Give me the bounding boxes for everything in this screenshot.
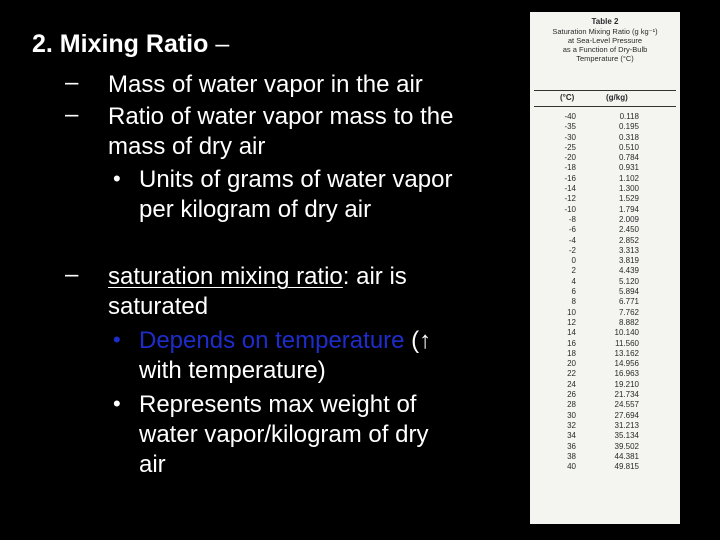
temperature-cell: 24 <box>567 379 576 389</box>
table-row <box>530 246 680 256</box>
table-row <box>530 112 680 122</box>
point-ratio-line-2: mass of dry air <box>108 133 266 160</box>
mixing-ratio-cell: 1.102 <box>618 173 639 183</box>
dash-marker: – <box>65 261 79 288</box>
table-caption-line: Temperature (°C) <box>576 54 634 63</box>
table-row <box>530 462 680 472</box>
table-row <box>530 205 680 215</box>
dash-marker: – <box>65 101 79 128</box>
table-row <box>530 287 680 297</box>
saturation-mixing-ratio-table <box>530 12 680 524</box>
table-row <box>530 236 680 246</box>
mixing-ratio-cell: 5.120 <box>618 276 639 286</box>
table-row <box>530 411 680 421</box>
table-row <box>530 359 680 369</box>
mixing-ratio-cell: 3.313 <box>618 245 639 255</box>
mixing-ratio-cell: 1.794 <box>618 204 639 214</box>
mixing-ratio-cell: 0.784 <box>618 153 639 163</box>
table-row <box>530 184 680 194</box>
temperature-cell: -40 <box>564 112 576 121</box>
table-row <box>530 390 680 400</box>
bullet-marker: • <box>113 391 121 416</box>
temperature-cell: 38 <box>567 451 576 461</box>
sub-depends-line-1 <box>139 325 431 356</box>
table-row <box>530 349 680 359</box>
mixing-ratio-cell: 49.815 <box>614 462 639 472</box>
temperature-cell: -16 <box>564 173 576 183</box>
table-row <box>530 297 680 307</box>
table-row <box>530 380 680 390</box>
mixing-ratio-cell: 2.450 <box>618 225 639 235</box>
mixing-ratio-cell: 0.118 <box>619 112 639 121</box>
mixing-ratio-cell: 10.140 <box>614 328 639 338</box>
mixing-ratio-cell: 4.439 <box>618 266 639 276</box>
temperature-cell: -25 <box>564 142 576 152</box>
table-caption-line: as a Function of Dry-Bulb <box>562 45 648 54</box>
temperature-cell: 2 <box>571 266 576 276</box>
table-row <box>530 452 680 462</box>
table-row <box>530 143 680 153</box>
table-row <box>530 153 680 163</box>
mixing-ratio-cell: 3.819 <box>618 256 639 266</box>
column-header-mixing-ratio: (g/kg) <box>606 93 628 102</box>
temperature-cell: 20 <box>567 359 576 369</box>
temperature-cell: -12 <box>564 194 576 204</box>
mixing-ratio-cell: 1.529 <box>618 194 639 204</box>
table-row <box>530 225 680 235</box>
table-caption-line: at Sea-Level Pressure <box>567 36 643 45</box>
temperature-cell: 22 <box>567 369 576 379</box>
table-row <box>530 369 680 379</box>
sub-units-line-1: Units of grams of water vapor <box>139 166 453 193</box>
point-saturation-line-2: saturated <box>108 293 209 320</box>
title-dash: – <box>215 30 230 58</box>
table-row <box>530 328 680 338</box>
mixing-ratio-cell: 44.381 <box>614 451 639 461</box>
temperature-cell: 16 <box>567 338 576 348</box>
table-row <box>530 194 680 204</box>
title-text: 2. Mixing Ratio <box>32 30 209 58</box>
table-row <box>530 421 680 431</box>
temperature-cell: -4 <box>568 235 576 245</box>
temperature-cell: 0 <box>571 256 576 266</box>
temperature-cell: 26 <box>567 390 576 400</box>
column-header-temperature: (°C) <box>560 93 575 102</box>
temperature-cell: 10 <box>567 307 576 317</box>
table-row <box>530 442 680 452</box>
table-row <box>530 163 680 173</box>
temperature-cell: 8 <box>571 297 576 307</box>
point-mass-of-water-vapor: Mass of water vapor in the air <box>108 71 423 98</box>
sub-represents-line-1: Represents max weight of <box>139 391 417 418</box>
table-row <box>530 256 680 266</box>
table-row <box>530 400 680 410</box>
sub-represents-line-2: water vapor/kilogram of dry <box>139 421 429 448</box>
table-row <box>530 174 680 184</box>
table-row <box>530 308 680 318</box>
mixing-ratio-cell: 5.894 <box>618 287 639 297</box>
mixing-ratio-cell: 35.134 <box>614 431 639 441</box>
temperature-cell: 30 <box>567 410 576 420</box>
mixing-ratio-cell: 14.956 <box>614 359 639 369</box>
table-row <box>530 122 680 132</box>
table-rule-header <box>534 106 676 107</box>
temperature-cell: -35 <box>564 122 576 132</box>
mixing-ratio-cell: 27.694 <box>614 410 639 420</box>
mixing-ratio-cell: 0.195 <box>618 122 639 132</box>
table-row <box>530 133 680 143</box>
temperature-cell: 14 <box>567 328 576 338</box>
mixing-ratio-cell: 16.963 <box>614 369 639 379</box>
table-row <box>530 266 680 276</box>
sub-depends-line-2: with temperature) <box>139 357 326 384</box>
mixing-ratio-cell: 8.882 <box>618 317 639 327</box>
temperature-cell: -6 <box>568 225 576 235</box>
mixing-ratio-cell: 6.771 <box>618 297 639 307</box>
mixing-ratio-cell: 0.318 <box>618 132 639 142</box>
temperature-cell: 18 <box>567 348 576 358</box>
temperature-cell: 40 <box>567 462 576 472</box>
saturation-term: saturation mixing ratio <box>108 263 343 290</box>
temperature-cell: -10 <box>564 204 576 214</box>
temperature-cell: -30 <box>564 132 576 142</box>
mixing-ratio-cell: 19.210 <box>614 379 639 389</box>
mixing-ratio-cell: 39.502 <box>614 441 639 451</box>
depends-paren: (↑ <box>404 327 432 354</box>
temperature-cell: 4 <box>571 276 576 286</box>
table-caption-line: Saturation Mixing Ratio (g kg⁻¹) <box>552 27 658 36</box>
mixing-ratio-cell: 2.852 <box>618 235 639 245</box>
saturation-rest: : air is <box>342 263 407 290</box>
mixing-ratio-cell: 0.510 <box>618 142 639 152</box>
mixing-ratio-cell: 1.300 <box>618 184 639 194</box>
mixing-ratio-cell: 31.213 <box>614 420 639 430</box>
bullet-marker: • <box>113 166 121 191</box>
sub-represents-line-3: air <box>139 451 166 478</box>
table-row <box>530 277 680 287</box>
mixing-ratio-cell: 0.931 <box>618 163 639 173</box>
mixing-ratio-cell: 13.162 <box>614 348 639 358</box>
sub-units-line-2: per kilogram of dry air <box>139 196 372 223</box>
table-label: Table 2 <box>591 17 619 26</box>
temperature-cell: -8 <box>568 214 576 224</box>
temperature-cell: 34 <box>567 431 576 441</box>
temperature-cell: 12 <box>567 317 576 327</box>
slide-title <box>32 30 229 59</box>
temperature-cell: 6 <box>571 287 576 297</box>
temperature-cell: 28 <box>567 400 576 410</box>
point-ratio-line-1: Ratio of water vapor mass to the <box>108 103 454 130</box>
table-rule-top <box>534 90 676 91</box>
dash-marker: – <box>65 69 79 96</box>
table-row <box>530 431 680 441</box>
table-row <box>530 215 680 225</box>
temperature-cell: -14 <box>564 184 576 194</box>
temperature-cell: 36 <box>567 441 576 451</box>
depends-on-temperature: Depends on temperature <box>139 327 405 354</box>
table-header <box>530 17 680 63</box>
table-row <box>530 318 680 328</box>
table-body <box>530 112 680 472</box>
mixing-ratio-cell: 24.557 <box>614 400 639 410</box>
mixing-ratio-cell: 7.762 <box>618 307 639 317</box>
temperature-cell: 32 <box>567 420 576 430</box>
temperature-cell: -18 <box>564 163 576 173</box>
mixing-ratio-cell: 2.009 <box>618 214 639 224</box>
point-saturation-line-1 <box>108 261 407 292</box>
temperature-cell: -20 <box>564 153 576 163</box>
bullet-marker: • <box>113 327 121 352</box>
mixing-ratio-cell: 21.734 <box>614 390 639 400</box>
temperature-cell: -2 <box>568 245 576 255</box>
table-row <box>530 339 680 349</box>
mixing-ratio-cell: 11.560 <box>615 338 639 348</box>
